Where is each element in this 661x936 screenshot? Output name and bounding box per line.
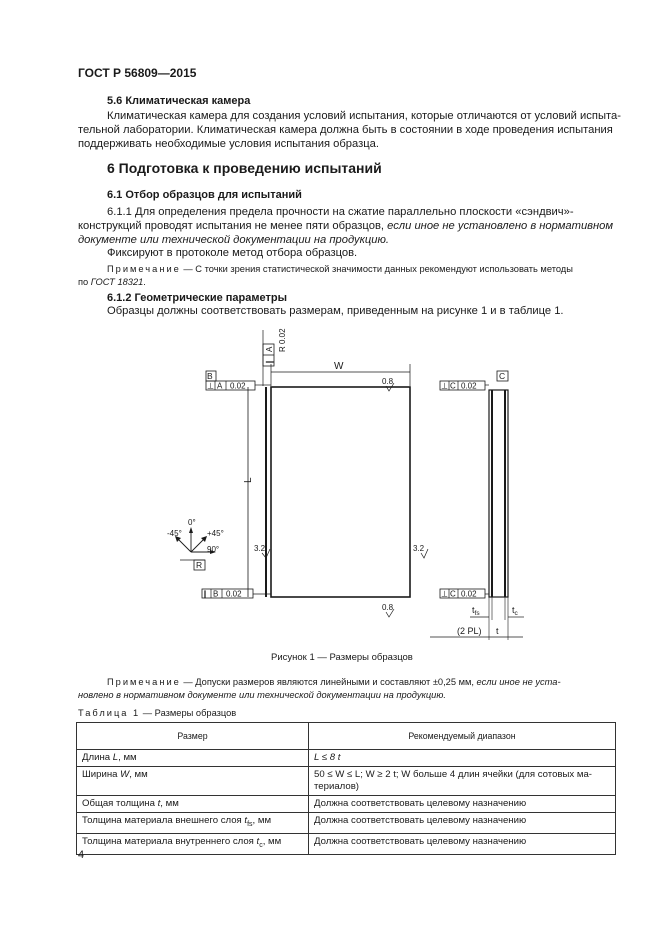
column-header: Размер [77,723,309,750]
angle-label: +45° [207,529,224,538]
table-row [77,833,616,854]
note-line [78,276,146,289]
section-6-1-title: 6.1 Отбор образцов для испытаний [107,189,302,201]
table-row [77,813,616,834]
figure-caption: Рисунок 1 — Размеры образцов [271,652,413,663]
pl-label: (2 PL) [457,626,482,636]
datum-b-label: B [207,371,213,381]
note-line: новлено в нормативном документе или технической документации на продукцию. [78,690,446,700]
datum-r-label: R [196,560,203,570]
table-row [77,750,616,767]
table-header-row [77,723,616,750]
tolerance-value: 0.02 [461,381,477,391]
tfs-label: $t_{fs}$ [472,605,480,617]
paragraph-line: поддерживать необходимые условия испытания образца. [78,138,379,150]
table-caption [78,707,236,720]
tolerance-value: 0.02 [461,589,477,599]
section-6-1-2-title: 6.1.2 Геометрические параметры [107,292,287,304]
angle-arrow-plus45 [191,538,205,552]
table-cell: 50 ≤ W ≤ L; W ≥ 2 t; W больше 4 длин ячейки (для сотовых ма- териалов) [309,767,616,796]
perpendicularity-symbol: ⊥ [441,589,448,599]
table-row [77,767,616,796]
datum-b-ref: B [213,589,219,599]
table-cell: Ширина W, мм [77,767,309,796]
gost-reference: ГОСТ 18321 [90,277,144,287]
note-label: Примечание [107,264,181,274]
paragraph-line: 6.1.1 Для определения предела прочности на сжатие параллельно плоскости «сэндвич»- [107,206,574,218]
table-cell: Толщина материала внутреннего слоя $t_c$, мм [77,833,309,854]
angle-label: 90° [207,545,220,554]
perpendicularity-symbol: ⊥ [441,381,448,391]
text-run: — Допуски размеров являются линейными и составляют ±0,25 мм, [180,677,477,687]
parallel-symbol: ∥ [203,589,207,599]
note-label: Примечание [107,677,181,687]
dimensions-table [76,722,616,855]
angle-arrow-minus45 [177,538,191,552]
text-run: по [78,277,91,287]
parallel-symbol: ∥ [265,360,274,364]
datum-c-ref: C [450,381,456,391]
table-cell: Общая толщина t, мм [77,796,309,813]
paragraph-line: тельной лаборатории. Климатическая камера должна быть в состоянии в ходе проведения испытания [78,124,613,136]
tc-label: $t_c$ [512,605,518,617]
roughness-label: 0.8 [382,377,394,386]
specimen-face [271,387,410,597]
page-number: 4 [78,849,85,861]
table-cell: Должна соответствовать целевому назначению [309,796,616,813]
table-row [77,796,616,813]
section-5-6-title: 5.6 Климатическая камера [107,95,251,107]
text-run: . [143,277,146,287]
specimen-dimensions-figure [0,320,661,650]
column-header: Рекомендуемый диапазон [309,723,616,750]
table-label: Таблица 1 [78,708,141,718]
table-title: — Размеры образцов [140,708,237,718]
perpendicularity-symbol: ⊥ [207,381,214,391]
text-run: если иное не установлено в нормативном [387,220,614,232]
paragraph-line: Образцы должны соответствовать размерам, приведенным на рисунке 1 и в таблице 1. [107,305,564,317]
roughness-label: 3.2 [254,544,266,553]
datum-a-label: A [265,346,274,352]
text-run: — С точки зрения статистической значимости данных рекомендуют использовать методы [180,264,573,274]
datum-c-label: C [499,371,506,381]
arrowhead [189,527,193,533]
note-line [107,263,573,276]
angle-label: 0° [188,518,196,527]
paragraph-line [78,219,613,234]
paragraph-line: Климатическая камера для создания условий испытания, которые отличаются от условий испыта- [107,110,621,122]
datum-a-ref: A [217,381,223,391]
tolerance-value: 0.02 [230,381,246,391]
paragraph-line: Фиксируют в протоколе метод отбора образцов. [107,247,358,259]
table-cell: Должна соответствовать целевому назначению [309,813,616,834]
roughness-label: 3.2 [413,544,425,553]
tolerance-value: 0.02 [226,589,242,599]
table-cell: Должна соответствовать целевому назначению [309,833,616,854]
roughness-label: 0.8 [382,603,394,612]
length-label: L [243,477,254,483]
table-cell: Длина L, мм [77,750,309,767]
paragraph-line: документе или технической документации на продукцию. [78,234,390,246]
table-cell: L ≤ 8 t [309,750,616,767]
width-label: W [334,361,344,372]
section-6-title: 6 Подготовка к проведению испытаний [107,160,382,176]
text-run: конструкций проводят испытания не менее пяти образцов, [78,220,388,232]
r-tolerance-label: R 0.02 [278,328,287,352]
standard-number: ГОСТ Р 56809—2015 [78,66,197,80]
angle-label: -45° [167,529,182,538]
note-line [107,676,561,689]
thickness-label: t [496,626,499,636]
text-run: если иное не уста- [476,677,561,687]
table-cell: Толщина материала внешнего слоя $t_{fs}$, мм [77,813,309,834]
datum-c-ref: C [450,589,456,599]
